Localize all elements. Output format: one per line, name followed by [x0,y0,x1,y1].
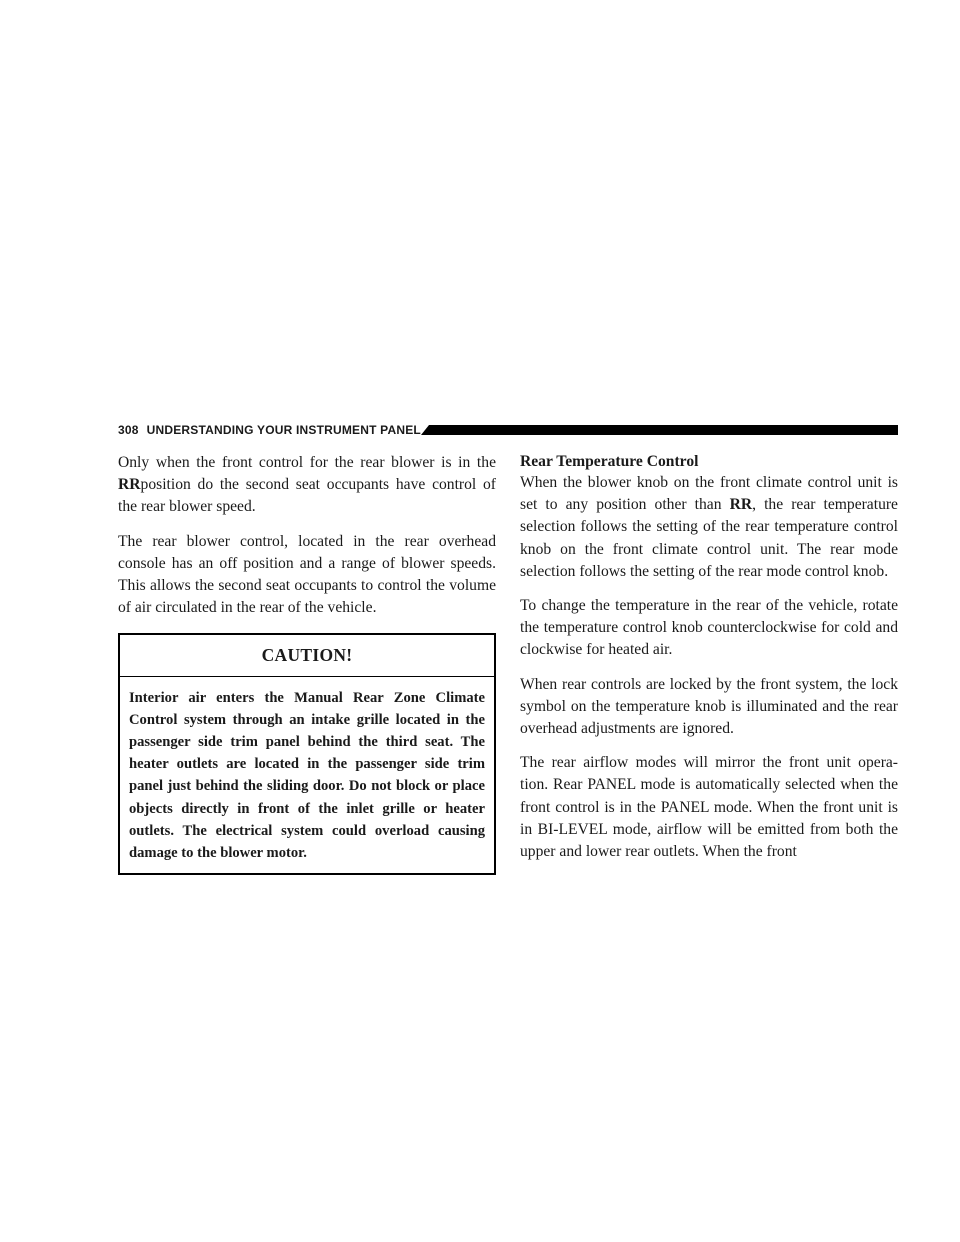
rr-label: RR [729,496,753,514]
left-column [118,452,496,875]
paragraph-text: Only when the front control for the rear blower is in the [118,454,496,471]
caution-box [118,633,496,875]
caution-text: Interior air enters the Manual Rear Zone Climate Control system through an intake grille located in the passenger side trim panel behind the third seat. The heater outlets are located in the passenger side trim panel just behind the sliding door. Do not block or place objects directly in front of the inlet grille or heater outlets. The electrical system could overload causing damage to the blower motor. [129,689,485,862]
section-title: UNDERSTANDING YOUR INSTRUMENT PANEL [146,423,421,437]
page-number: 308 [118,423,139,437]
paragraph-text: position do the second seat occupants have control of the rear blower speed. [118,476,496,516]
paragraph-text: , the rear temperature selection follows the setting of the rear temperature control knob on the front climate control unit. The rear mode selection follows the setting of the rear mode control knob. [520,496,898,580]
paragraph-airflow-modes: The rear airflow modes will mirror the front unit opera- tion. Rear PANEL mode is automatically selected when the front control is in the PANEL mode. When the front unit is in BI-LEVEL mode, airflow will be emitted from both the upper and lower rear outlets. When the front [520,754,898,861]
rear-temperature-heading: Rear Temperature Control [520,453,699,470]
paragraph-blower-knob [520,472,898,583]
paragraph-rear-blower-control: The rear blower control, located in the rear overhead console has an off position and a range of blower speeds. This allows the second seat occupants to control the volume of air circulated in the rear of the vehicle. [118,532,496,617]
right-column [520,452,898,875]
caution-title: CAUTION! [120,635,494,676]
paragraph-change-temperature: To change the temperature in the rear of the vehicle, rotate the temperature control knob counterclockwise for cold and clockwise for heated air. [520,597,898,659]
paragraph-rear-blower-rr [118,452,496,519]
rr-label: RR [118,476,141,494]
page-header [118,421,898,439]
paragraph-locked-controls: When rear controls are locked by the front system, the lock symbol on the temperature knob is illuminated and the rear overhead adjustments are ignored. [520,675,898,738]
header-rule [429,425,898,435]
paragraph-text: When the blower knob on the front climate control unit is set to any position other than [520,474,898,514]
